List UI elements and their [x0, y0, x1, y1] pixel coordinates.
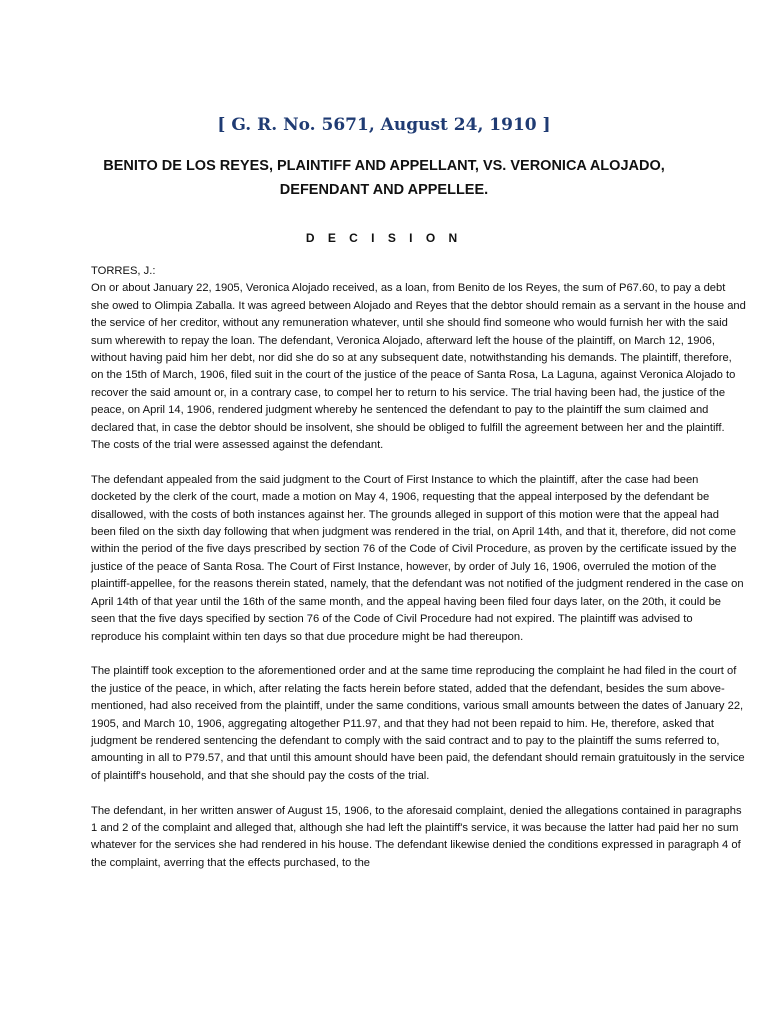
paragraph-1-text: On or about January 22, 1905, Veronica Alojado received, as a loan, from Benito de los Reyes, the sum of P67.60, to pay a debt she owed to Olimpia Zaballa. It was agreed between Alojado and Reyes that the debtor should remain as a servant in the house and the service of her creditor, without any remuneration whatever, until she should find someone who would furnish her with the said sum wherewith to repay the loan. The defendant, Veronica Alojado, afterward left the house of the plaintiff, on March 12, 1906, without having paid him her debt, nor did she do so at any subsequent date, notwithstanding his demands. The plaintiff, therefore, on the 15th of March, 1906, filed suit in the court of the justice of the peace of Santa Rosa, La Laguna, against Veronica Alojado to recover the said amount or, in a contrary case, to compel her to return to his service. The trial having been had, the justice of the peace, on April 14, 1906, rendered judgment whereby he sentenced the defendant to pay to the plaintiff the sum claimed and declared that, in case the debtor should be insolvent, she should be obliged to fulfill the agreement between her and the plaintiff. The costs of the trial were assessed against the defendant.	[91, 282, 746, 452]
paragraph-2: The defendant appealed from the said judgment to the Court of First Instance to which the plaintiff, after the case had been docketed by the clerk of the court, made a motion on May 4, 1906, requesting that the appeal interposed by the defendant be disallowed, with the costs of both instances against her. The grounds alleged in support of this motion were that the appeal had been filed on the sixth day following that when judgment was rendered in the trial, on April 14th, and that it, therefore, did not come within the period of the five days prescribed by section 76 of the Code of Civil Procedure, as proven by the certificate issued by the justice of the peace of Santa Rosa. The Court of First Instance, however, by order of July 16, 1906, overruled the motion of the plaintiff-appellee, for the reasons therein stated, namely, that the defendant was not notified of the judgment rendered in the case on April 14th of that year until the 16th of the same month, and the appeal having been filed four days later, on the 20th, it could be seen that the five days specified by section 76 of the Code of Civil Procedure had not expired. The plaintiff was advised to reproduce his complaint within ten days so that due procedure might be had thereupon.	[91, 473, 744, 643]
paragraph-3: The plaintiff took exception to the aforementioned order and at the same time reproducing the complaint he had filed in the court of the justice of the peace, in which, after relating the facts herein before stated, added that the defendant, besides the sum above-mentioned, had also received from the plaintiff, under the same conditions, various small amounts between the dates of January 22, 1905, and March 10, 1906, aggregating altogether P11.97, and that they had not been repaid to him. He, therefore, asked that judgment be rendered sentencing the defendant to comply with the said contract and to pay to the plaintiff the sums referred to, amounting in all to P79.57, and that until this amount should have been paid, the defendant should remain gratuitously in the service of plaintiff's household, and that she should pay the costs of the trial.	[91, 665, 745, 782]
ponente-line: TORRES, J.:	[91, 265, 156, 277]
decision-heading: D E C I S I O N	[305, 231, 463, 245]
case-number-heading: [ G. R. No. 5671, August 24, 1910 ]	[217, 115, 551, 135]
case-title: BENITO DE LOS REYES, PLAINTIFF AND APPELLANT, VS. VERONICA ALOJADO, DEFENDANT AND APPELLEE.	[103, 158, 665, 198]
decision-body	[91, 263, 746, 890]
paragraph-1	[91, 263, 746, 454]
paragraph-4: The defendant, in her written answer of August 15, 1906, to the aforesaid complaint, denied the allegations contained in paragraphs 1 and 2 of the complaint and alleged that, although she had left the plaintiff's service, it was because the latter had paid her no sum whatever for the services she had rendered in his house. The defendant likewise denied the conditions expressed in paragraph 4 of the complaint, averring that the effects purchased, to the	[91, 804, 742, 869]
